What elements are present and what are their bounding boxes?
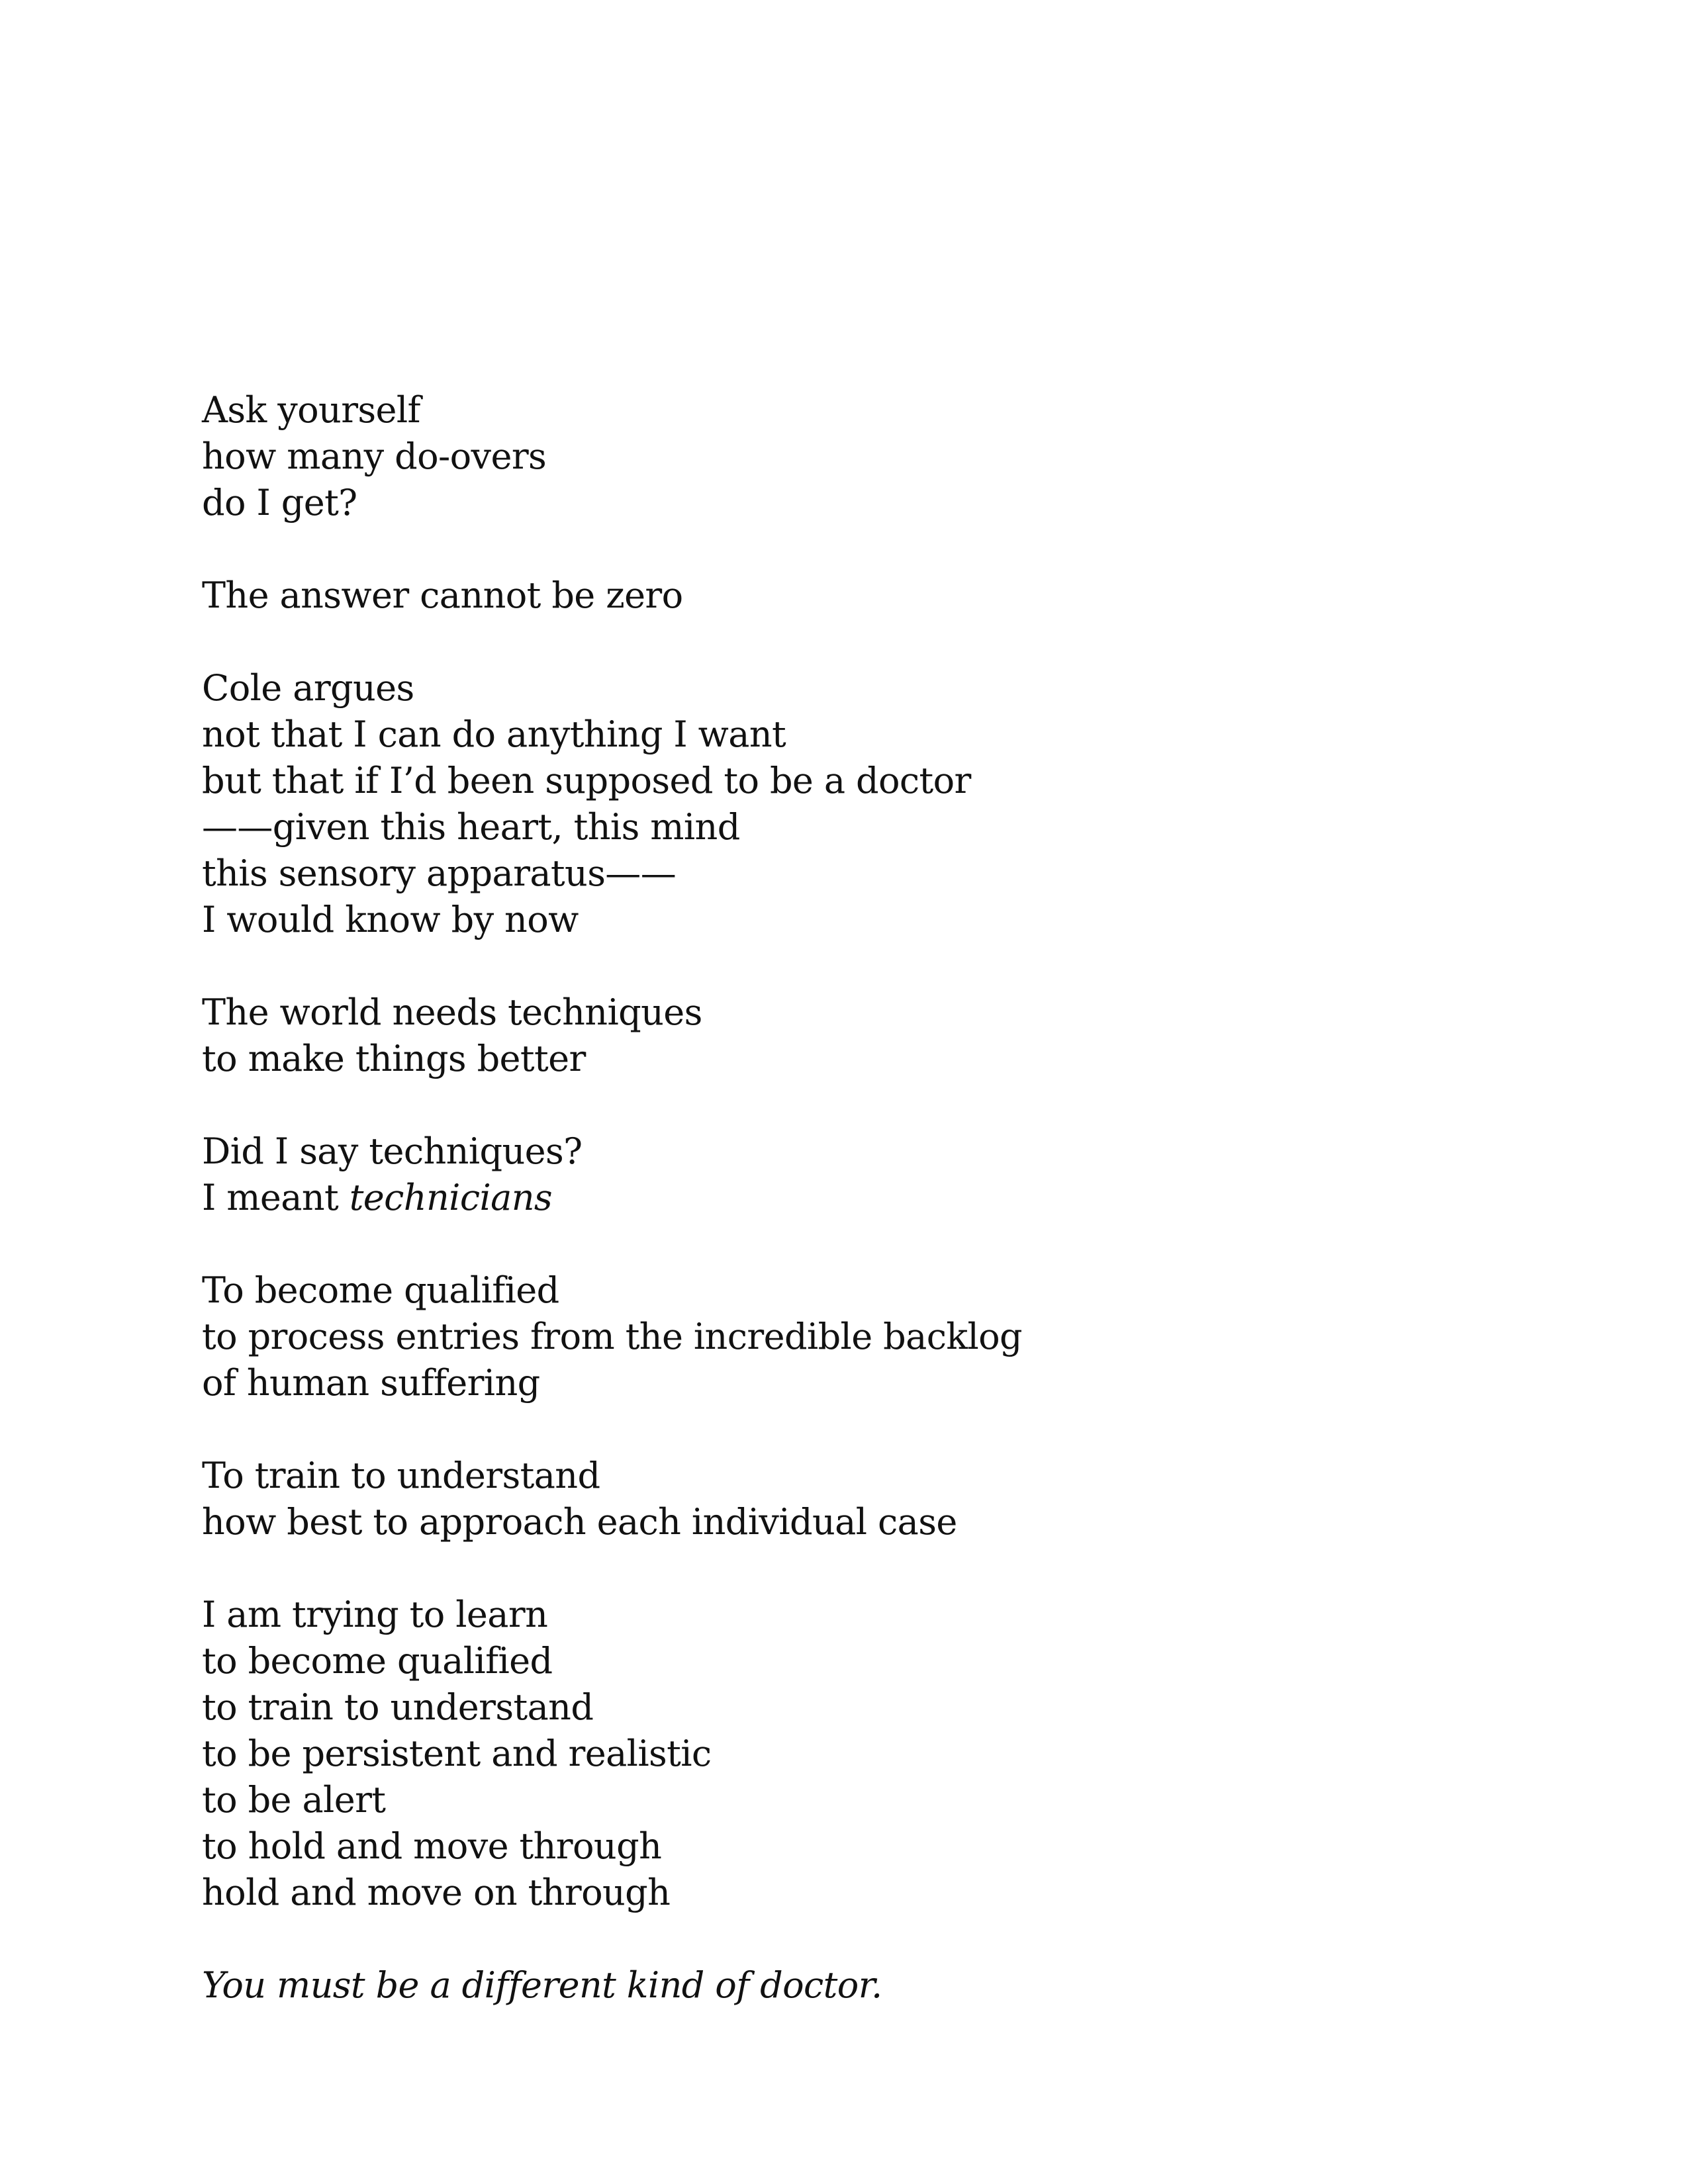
poem-line: to process entries from the incredible backlog bbox=[202, 1316, 1023, 1357]
poem-line: Cole argues bbox=[202, 667, 414, 709]
closing-line: You must be a different kind of doctor. bbox=[202, 1964, 882, 2006]
poem-line: to become qualified bbox=[202, 1640, 553, 1682]
poem-line: to make things better bbox=[202, 1038, 586, 1079]
stanza-6 bbox=[202, 1267, 1526, 1406]
stanza-9 bbox=[202, 1962, 1526, 2009]
stanza-2 bbox=[202, 572, 1526, 619]
poem-body bbox=[202, 387, 1526, 2009]
poem-line: to be persistent and realistic bbox=[202, 1733, 712, 1774]
stanza-4 bbox=[202, 989, 1526, 1082]
poem-line: Ask yourself bbox=[202, 389, 420, 431]
stanza-1 bbox=[202, 387, 1526, 526]
stanza-7 bbox=[202, 1453, 1526, 1545]
poem-line: hold and move on through bbox=[202, 1872, 671, 1913]
stanza-3 bbox=[202, 665, 1526, 943]
poem-line: to train to understand bbox=[202, 1686, 594, 1728]
stanza-5 bbox=[202, 1128, 1526, 1221]
poem-line: ——given this heart, this mind bbox=[202, 806, 740, 848]
poem-line: I would know by now bbox=[202, 899, 579, 940]
poem-line: to be alert bbox=[202, 1779, 386, 1821]
poem-line: do I get? bbox=[202, 482, 357, 523]
poem-line: to hold and move through bbox=[202, 1825, 662, 1867]
poem-line: how best to approach each individual case bbox=[202, 1501, 957, 1543]
poem-line: I am trying to learn bbox=[202, 1594, 548, 1635]
poem-line: To become qualified bbox=[202, 1269, 559, 1311]
poem-line: not that I can do anything I want bbox=[202, 713, 786, 755]
poem-line-mixed bbox=[202, 1175, 1526, 1221]
poem-line: but that if I’d been supposed to be a doctor bbox=[202, 760, 971, 801]
poem-line: The answer cannot be zero bbox=[202, 574, 683, 616]
poem-line: Did I say techniques? bbox=[202, 1130, 583, 1172]
poem-line: this sensory apparatus—— bbox=[202, 852, 677, 894]
poem-line: of human suffering bbox=[202, 1362, 540, 1404]
emphasized-word: technicians bbox=[349, 1177, 553, 1218]
stanza-8 bbox=[202, 1592, 1526, 1916]
line-prefix: I meant bbox=[202, 1177, 350, 1218]
poem-line: To train to understand bbox=[202, 1455, 600, 1496]
poem-line: how many do-overs bbox=[202, 435, 547, 477]
poem-line: The world needs techniques bbox=[202, 991, 702, 1033]
